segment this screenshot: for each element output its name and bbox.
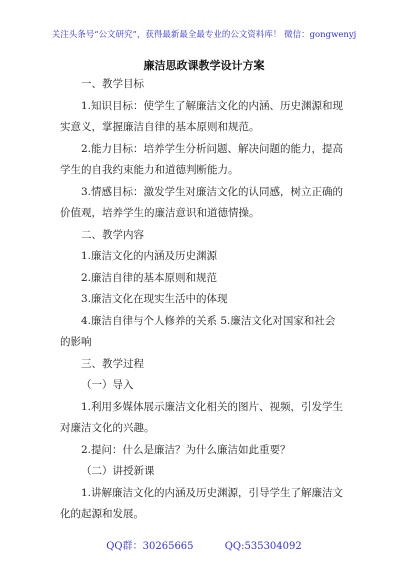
paragraph: 1.讲解廉洁文化的内涵及历史渊源，引导学生了解廉洁文化的起源和发展。 xyxy=(60,486,344,520)
footer-qq-group: QQ群：30265665 xyxy=(106,541,194,552)
paragraph: 2.提问：什么是廉洁？为什么廉洁如此重要？ xyxy=(81,443,291,456)
subsection-heading: （一）导入 xyxy=(81,379,134,391)
list-item: 4.廉洁自律与个人修养的关系 5.廉洁文化对国家和社会的影响 xyxy=(60,314,336,348)
header-banner: 关注头条号“公文研究”，获得最新最全最专业的公文资料库！ 微信：gongwenyj xyxy=(51,30,357,40)
section-heading: 三、教学过程 xyxy=(81,357,144,370)
section-heading: 一、教学目标 xyxy=(81,78,144,90)
footer-contact xyxy=(0,537,408,552)
section-heading: 二、教学内容 xyxy=(81,228,144,241)
paragraph: 2.能力目标：培养学生分析问题、解决问题的能力，提高学生的自我约束能力和道德判断能力。 xyxy=(60,142,344,176)
document-title: 廉洁思政课教学设计方案 xyxy=(143,59,265,72)
paragraph: 1.知识目标：使学生了解廉洁文化的内涵、历史渊源和现实意义，掌握廉洁自律的基本原则和规范。 xyxy=(60,99,344,133)
paragraph: 1.利用多媒体展示廉洁文化相关的图片、视频，引发学生对廉洁文化的兴趣。 xyxy=(60,400,344,434)
footer-qq: QQ:535304092 xyxy=(224,541,302,552)
subsection-heading: （二）讲授新课 xyxy=(81,465,155,477)
list-item: 3.廉洁文化在现实生活中的体现 xyxy=(81,293,228,305)
paragraph: 3.情感目标：激发学生对廉洁文化的认同感，树立正确的价值观，培养学生的廉洁意识和道德情操。 xyxy=(60,185,344,219)
document-body xyxy=(60,74,345,526)
list-item: 2.廉洁自律的基本原则和规范 xyxy=(81,271,218,284)
list-item: 1.廉洁文化的内涵及历史渊源 xyxy=(81,250,218,262)
